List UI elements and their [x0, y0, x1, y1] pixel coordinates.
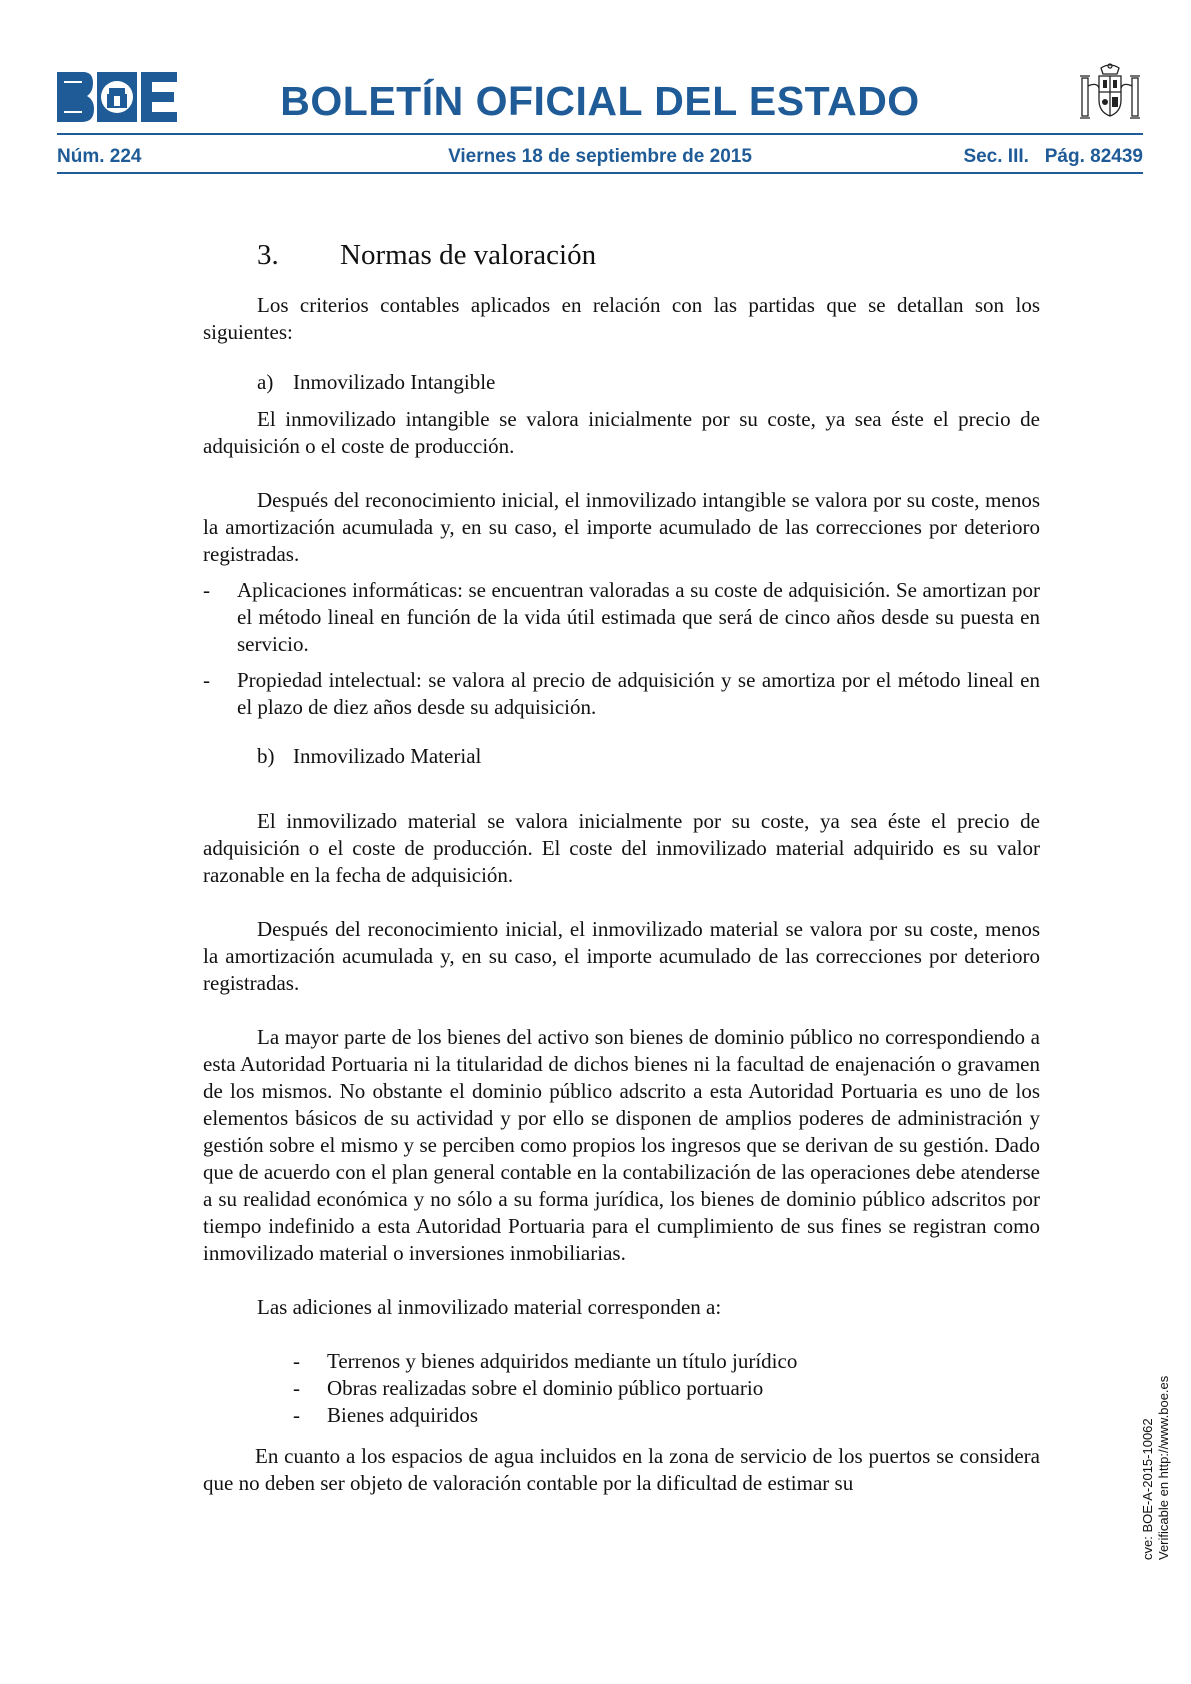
issue-number: Núm. 224	[57, 146, 142, 167]
verification-footer	[1140, 1376, 1172, 1560]
dash-marker: -	[203, 668, 210, 692]
coat-of-arms-icon	[1077, 62, 1143, 128]
section-heading-text: Normas de valoración	[340, 239, 597, 271]
paragraph: Después del reconocimiento inicial, el inmovilizado material se valora por su coste, menos la amortización acumulada y, en su caso, el importe acumulado de las correcciones por deterioro registradas.	[203, 917, 1040, 995]
header-rule-top	[57, 133, 1143, 135]
dash-list-text: Aplicaciones informáticas: se encuentran valoradas a su coste de adquisición. Se amortizan por el método lineal en función de la vida útil estimada que será de cinco años desde su puesta en servicio.	[237, 578, 1040, 656]
list-item	[293, 1402, 1040, 1429]
verify-url: Verificable en http://www.boe.es	[1156, 1375, 1171, 1560]
paragraph: Las adiciones al inmovilizado material corresponden a:	[257, 1295, 722, 1319]
paragraph: Los criterios contables aplicados en relación con las partidas que se detallan son los siguientes:	[203, 293, 1040, 344]
paragraph: Después del reconocimiento inicial, el inmovilizado intangible se valora por su coste, menos la amortización acumulada y, en su caso, el importe acumulado de las correcciones por deterioro registradas.	[203, 488, 1040, 566]
subsection-heading-b	[257, 743, 1040, 770]
cve-code: cve: BOE-A-2015-10062	[1140, 1418, 1155, 1560]
subsection-title: Inmovilizado Intangible	[293, 370, 496, 394]
additions-list	[293, 1348, 1040, 1429]
paragraph: En cuanto a los espacios de agua incluidos en la zona de servicio de los puertos se considera que no deben ser objeto de valoración contable por la dificultad de estimar su	[203, 1444, 1040, 1495]
dash-marker: -	[293, 1349, 300, 1373]
dash-marker: -	[293, 1403, 300, 1427]
subsection-heading-a	[257, 369, 1040, 396]
issue-info-row	[57, 146, 1143, 168]
list-item-text: Terrenos y bienes adquiridos mediante un título jurídico	[327, 1349, 798, 1373]
list-item	[293, 1375, 1040, 1402]
dash-list-item	[203, 667, 1040, 721]
section-heading-number: 3.	[257, 239, 279, 271]
list-item-text: Obras realizadas sobre el dominio público portuario	[327, 1376, 764, 1400]
masthead	[57, 70, 1143, 132]
subsection-label: b)	[257, 744, 275, 768]
paragraph: La mayor parte de los bienes del activo son bienes de dominio público no correspondiendo a esta Autoridad Portuaria ni la titularidad de dichos bienes ni la facultad de enajenación o gravamen de los mismos. No obstante el dominio público adscrito a esta Autoridad Portuaria es uno de los elementos básicos de su actividad y por ello se disponen de amplios poderes de administración y gestión sobre el mismo y se perciben como propios los ingresos que se derivan de su gestión. Dado que de acuerdo con el plan general contable en la contabilización de las operaciones debe atenderse a su realidad económica y no sólo a su forma jurídica, los bienes de dominio público adscritos por tiempo indefinido a esta Autoridad Portuaria para el cumplimiento de sus fines se registran como inmovilizado material o inversiones inmobiliarias.	[203, 1025, 1040, 1265]
dash-marker: -	[203, 578, 210, 602]
masthead-title: BOLETÍN OFICIAL DEL ESTADO	[280, 78, 920, 124]
issue-date: Viernes 18 de septiembre de 2015	[448, 146, 752, 167]
header-rule-bottom	[57, 172, 1143, 174]
list-item	[293, 1348, 1040, 1375]
document-body	[203, 238, 1040, 1497]
dash-list-item	[203, 577, 1040, 658]
section-heading	[257, 238, 1040, 272]
list-item-text: Bienes adquiridos	[327, 1403, 479, 1427]
subsection-label: a)	[257, 370, 274, 394]
paragraph: El inmovilizado material se valora inicialmente por su coste, ya sea éste el precio de adquisición o el coste de producción. El coste del inmovilizado material adquirido es su valor razonable en la fecha de adquisición.	[203, 809, 1040, 887]
dash-list-text: Propiedad intelectual: se valora al precio de adquisición y se amortiza por el método lineal en el plazo de diez años desde su adquisición.	[237, 668, 1040, 719]
dash-marker: -	[293, 1376, 300, 1400]
subsection-title: Inmovilizado Material	[293, 744, 482, 768]
section-page: Sec. III. Pág. 82439	[963, 146, 1143, 167]
paragraph: El inmovilizado intangible se valora inicialmente por su coste, ya sea éste el precio de adquisición o el coste de producción.	[203, 407, 1040, 458]
